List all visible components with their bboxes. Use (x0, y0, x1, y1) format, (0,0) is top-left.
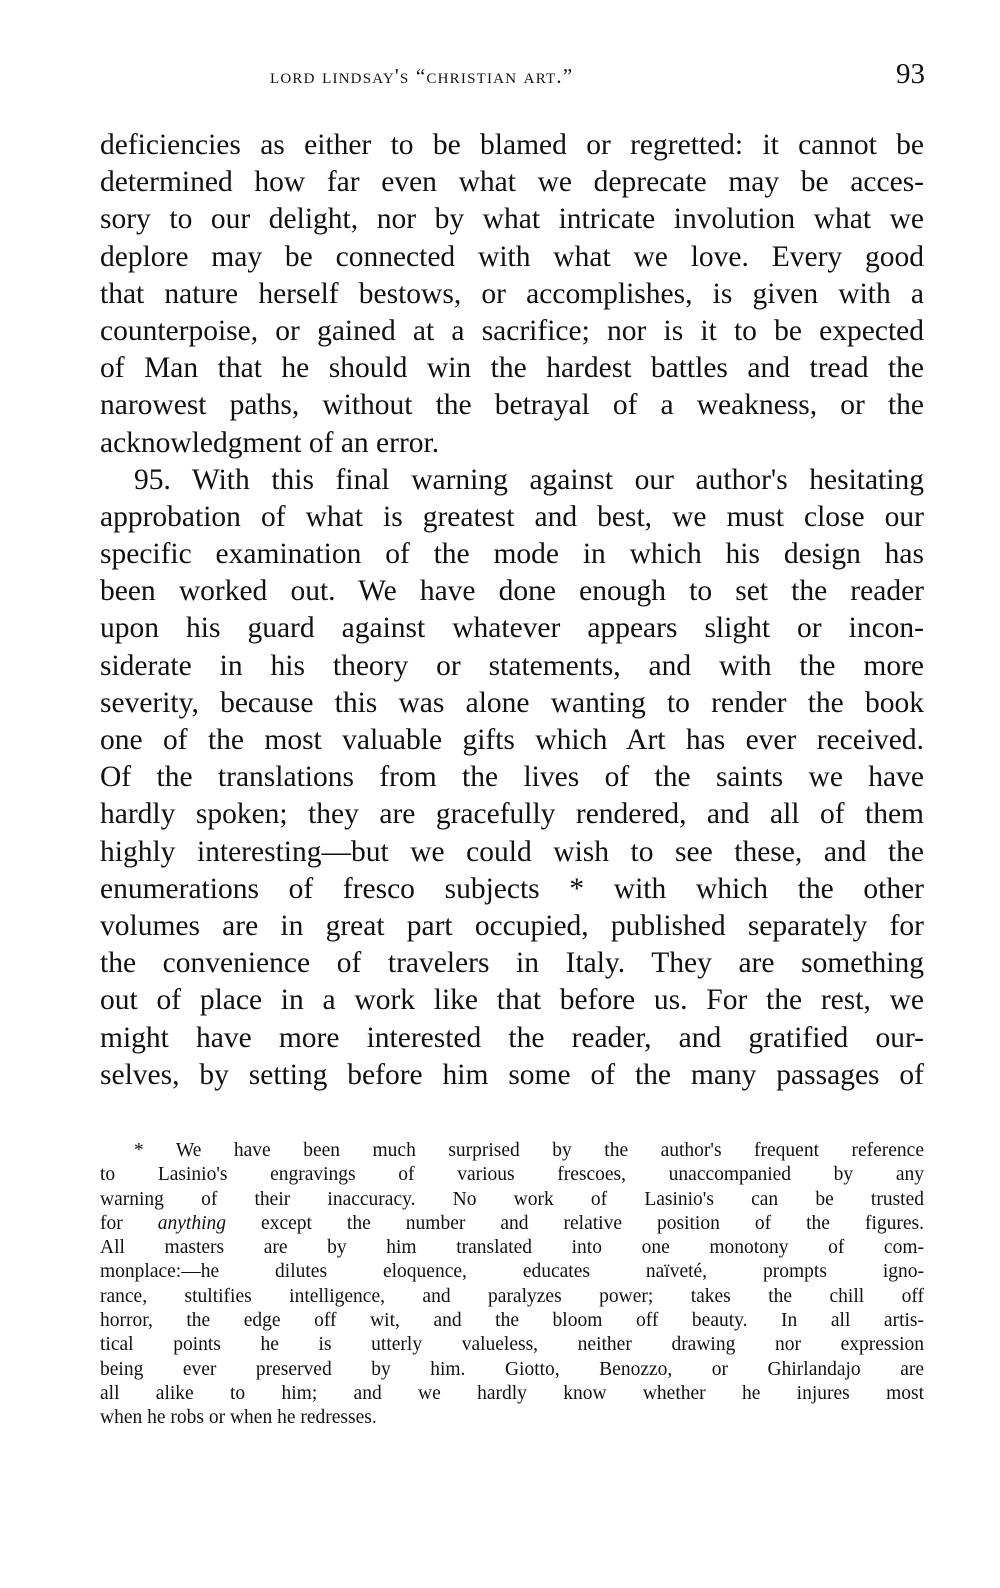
page-number: 93 (896, 58, 925, 90)
footnote-line: to Lasinio's engravings of various frescoes, unaccompanied by any (100, 1164, 924, 1186)
body-line: counterpoise, or gained at a sacrifice; nor is it to be expected (100, 314, 924, 347)
body-line: narowest paths, without the betrayal of a weakness, or the (100, 389, 924, 422)
body-line: deplore may be connected with what we love. Every good (100, 240, 924, 273)
body-line: been worked out. We have done enough to set the reader (100, 575, 924, 608)
body-line: one of the most valuable gifts which Art has ever received. (100, 724, 924, 756)
body-line: Of the translations from the lives of the saints we have (100, 761, 924, 794)
footnote-line: warning of their inaccuracy. No work of Lasinio's can be trusted (100, 1188, 924, 1210)
footnote-line: being ever preserved by him. Giotto, Benozzo, or Ghirlandajo are (100, 1358, 924, 1380)
body-line: highly interesting—but we could wish to see these, and the (100, 835, 924, 868)
body-line: might have more interested the reader, and gratified our- (100, 1021, 924, 1054)
body-line: upon his guard against whatever appears slight or incon- (100, 612, 924, 645)
footnote-emphasis: anything (157, 1212, 227, 1234)
body-line: specific examination of the mode in which his design has (100, 538, 924, 571)
footnote-line: monplace:—he dilutes eloquence, educates naïveté, prompts igno- (100, 1261, 924, 1283)
footnote-text: except the number and relative position of the figures. (226, 1212, 924, 1234)
footnote-text: for (100, 1212, 158, 1234)
body-line: selves, by setting before him some of the many passages of (100, 1058, 924, 1091)
body-line: of Man that he should win the hardest battles and tread the (100, 352, 924, 385)
body-line: hardly spoken; they are gracefully rendered, and all of them (100, 798, 924, 831)
body-line: acknowledgment of an error. (100, 426, 440, 459)
footnote-line: rance, stultifies intelligence, and paralyzes power; takes the chill off (100, 1285, 924, 1307)
footnote-line: horror, the edge off wit, and the bloom off beauty. In all artis- (100, 1310, 924, 1332)
body-line: out of place in a work like that before us. For the rest, we (100, 984, 924, 1017)
body-line: determined how far even what we deprecate may be acces- (100, 166, 924, 199)
body-line: sory to our delight, nor by what intricate involution what we (100, 203, 924, 236)
footnote-line: when he robs or when he redresses. (100, 1407, 377, 1429)
body-line: the convenience of travelers in Italy. They are something (100, 947, 924, 980)
body-line: siderate in his theory or statements, and with the more (100, 649, 924, 682)
body-line: approbation of what is greatest and best, we must close our (100, 500, 924, 533)
paragraph-95-start: 95. With this final warning against our author's hesitating (134, 463, 924, 496)
footnote-line: tical points he is utterly valueless, neither drawing nor expression (100, 1334, 924, 1356)
footnote (100, 1139, 924, 1431)
footnote-line (100, 1212, 924, 1236)
running-head (100, 58, 925, 98)
body-line: deficiencies as either to be blamed or regretted: it cannot be (100, 129, 924, 161)
body-text (100, 127, 924, 1094)
footnote-line: * We have been much surprised by the author's frequent reference (134, 1140, 924, 1161)
footnote-line: All masters are by him translated into one monotony of com- (100, 1237, 924, 1259)
body-line-footnote-ref: enumerations of fresco subjects * with which the other (100, 872, 924, 905)
running-title: lord lindsay's “christian art.” (270, 64, 574, 88)
body-line: that nature herself bestows, or accomplishes, is given with a (100, 277, 924, 310)
footnote-line: all alike to him; and we hardly know whether he injures most (100, 1382, 924, 1404)
body-line: volumes are in great part occupied, published separately for (100, 909, 924, 942)
body-line: severity, because this was alone wanting to render the book (100, 686, 924, 719)
